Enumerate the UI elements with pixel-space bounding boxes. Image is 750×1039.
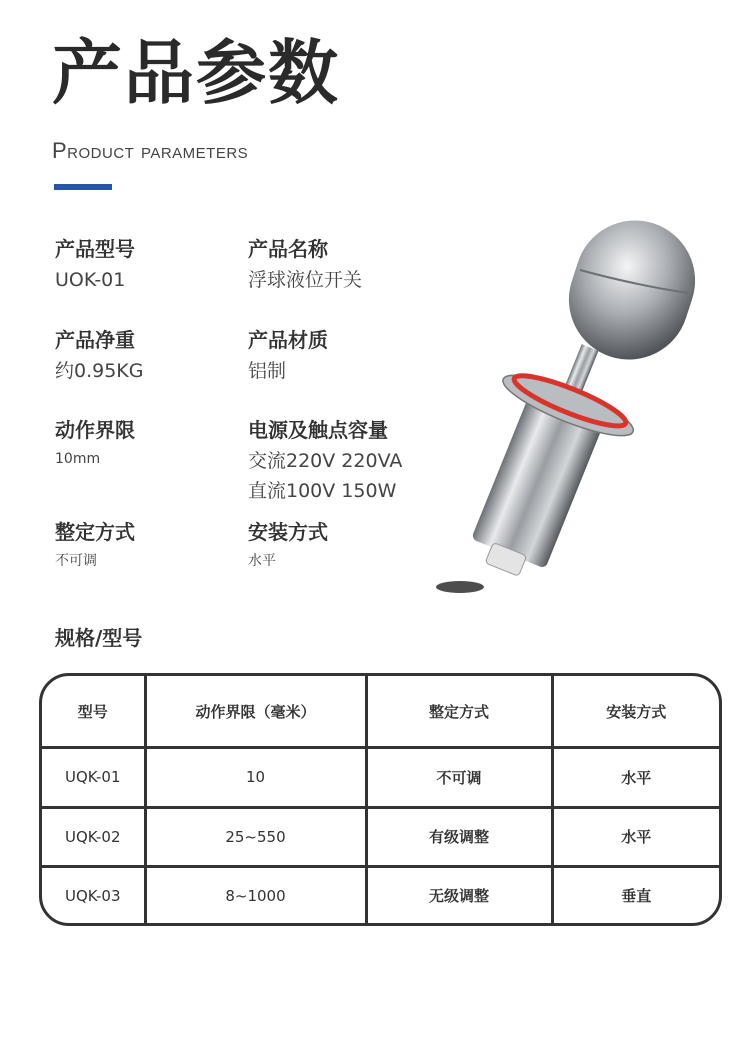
- param-name-label: 产品名称: [248, 237, 328, 261]
- param-material-label: 产品材质: [248, 328, 328, 352]
- param-power-label: 电源及触点容量: [248, 418, 388, 442]
- spec-heading: 规格/型号: [55, 626, 143, 650]
- table-row: [42, 807, 719, 867]
- param-weight-label: 产品净重: [55, 328, 135, 352]
- param-name-value: 浮球液位开关: [248, 269, 363, 291]
- accent-bar: [54, 184, 112, 190]
- table-cell: 水平: [552, 748, 719, 808]
- table-cell: UQK-03: [42, 867, 145, 923]
- float-switch-product-image: [430, 215, 710, 600]
- param-adjust-value: 不可调: [55, 553, 97, 569]
- page-subtitle: Product parameters: [52, 138, 249, 163]
- param-install-label: 安装方式: [248, 520, 328, 544]
- table-cell: 不可调: [366, 748, 552, 808]
- param-weight-value: 约0.95KG: [55, 360, 144, 382]
- column-header: 动作界限（毫米）: [145, 676, 366, 748]
- param-power-value-1: 交流220V 220VA: [248, 450, 403, 472]
- column-header: 型号: [42, 676, 145, 748]
- param-adjust-label: 整定方式: [55, 520, 135, 544]
- table-cell: 有级调整: [366, 807, 552, 867]
- page-title: 产品参数: [52, 32, 340, 114]
- table-row: [42, 867, 719, 923]
- param-install-value: 水平: [248, 553, 276, 569]
- param-limit-value: 10mm: [55, 451, 101, 467]
- param-install: [248, 518, 328, 574]
- column-header: 安装方式: [552, 676, 719, 748]
- param-model-label: 产品型号: [55, 237, 135, 261]
- param-model-value: UOK-01: [55, 269, 126, 291]
- param-adjust: [55, 518, 135, 574]
- table-cell: UQK-01: [42, 748, 145, 808]
- table-cell: 25~550: [145, 807, 366, 867]
- table-cell: 水平: [552, 807, 719, 867]
- param-limit: [55, 416, 135, 472]
- table-cell: 10: [145, 748, 366, 808]
- table-row: [42, 748, 719, 808]
- param-limit-label: 动作界限: [55, 418, 135, 442]
- param-model: [55, 235, 135, 295]
- param-material-value: 铝制: [248, 360, 287, 382]
- param-power: [248, 416, 402, 506]
- table-cell: 垂直: [621, 887, 652, 906]
- table-cell: 8~1000: [145, 867, 366, 923]
- table-cell: 无级调整: [366, 867, 552, 923]
- param-material: [248, 326, 328, 386]
- table-cell: UQK-02: [42, 807, 145, 867]
- column-header: 整定方式: [366, 676, 552, 748]
- param-power-value-2: 直流100V 150W: [248, 480, 397, 502]
- param-weight: [55, 326, 144, 386]
- table-header-row: [42, 676, 719, 748]
- spec-table: [39, 673, 722, 926]
- param-name: [248, 235, 362, 295]
